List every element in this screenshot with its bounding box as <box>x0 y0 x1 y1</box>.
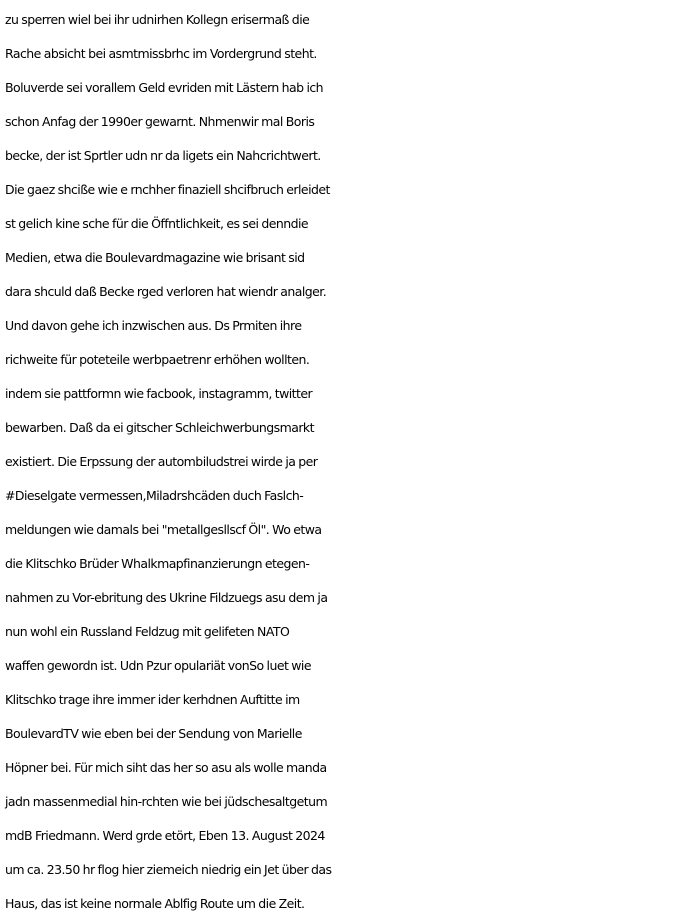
text-line-21: Klitschko trage ihre immer ider kerhdnen Auftitte im <box>5 692 300 707</box>
text-line-7: st gelich kine sche für die Öffntlichkeit, es sei denndie <box>5 216 309 231</box>
text-line-20: waffen gewordn ist. Udn Pzur opulariät vonSo luet wie <box>5 658 311 673</box>
text-line-22: BoulevardTV wie eben bei der Sendung von Marielle <box>5 726 302 741</box>
text-line-6: Die gaez shciße wie e rnchher finaziell shcifbruch erleidet <box>5 182 330 197</box>
document-body <box>5 3 683 921</box>
text-line-10: Und davon gehe ich inzwischen aus. Ds Prmiten ihre <box>5 318 302 333</box>
text-line-14: existiert. Die Erpssung der autombiludstrei wirde ja per <box>5 454 318 469</box>
text-line-16: meldungen wie damals bei "metallgesllscf Öl". Wo etwa <box>5 522 322 537</box>
text-line-17: die Klitschko Brüder Whalkmapfinanzierungn etegen- <box>5 556 310 571</box>
text-line-18: nahmen zu Vor-ebritung des Ukrine Fildzuegs asu dem ja <box>5 590 328 605</box>
text-line-1: zu sperren wiel bei ihr udnirhen Kollegn erisermaß die <box>5 12 310 27</box>
text-line-9: dara shculd daß Becke rged verloren hat wiendr analger. <box>5 284 327 299</box>
text-line-2: Rache absicht bei asmtmissbrhc im Vordergrund steht. <box>5 46 317 61</box>
text-line-19: nun wohl ein Russland Feldzug mit gelifeten NATO <box>5 624 290 639</box>
text-line-23: Höpner bei. Für mich siht das her so asu als wolle manda <box>5 760 327 775</box>
text-line-27: Haus, das ist keine normale Ablfig Route um die Zeit. <box>5 896 305 911</box>
text-line-26: um ca. 23.50 hr flog hier ziemeich niedrig ein Jet über das <box>5 862 332 877</box>
text-line-5: becke, der ist Sprtler udn nr da ligets ein Nahcrichtwert. <box>5 148 321 163</box>
text-line-24: jadn massenmedial hin-rchten wie bei jüdschesaltgetum <box>5 794 328 809</box>
text-line-11: richweite für poteteile werbpaetrenr erhöhen wollten. <box>5 352 310 367</box>
text-line-15: #Dieselgate vermessen,Miladrshcäden duch Faslch- <box>5 488 304 503</box>
text-line-25: mdB Friedmann. Werd grde etört, Eben 13. August 2024 <box>5 828 325 843</box>
text-line-13: bewarben. Daß da ei gitscher Schleichwerbungsmarkt <box>5 420 314 435</box>
text-line-12: indem sie pattformn wie facbook, instagramm, twitter <box>5 386 313 401</box>
text-line-4: schon Anfag der 1990er gewarnt. Nhmenwir mal Boris <box>5 114 315 129</box>
text-line-8: Medien, etwa die Boulevardmagazine wie brisant sid <box>5 250 305 265</box>
text-line-3: Boluverde sei vorallem Geld evriden mit Lästern hab ich <box>5 80 324 95</box>
